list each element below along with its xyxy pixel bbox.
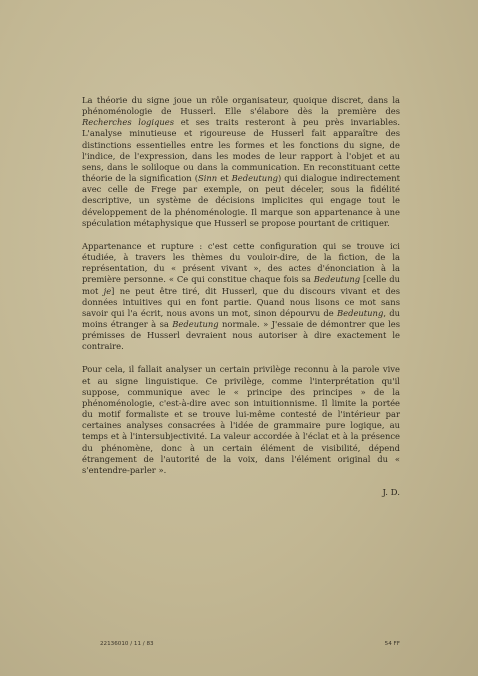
text-run: et (217, 173, 232, 184)
italic-run: je (103, 285, 112, 296)
text-run: ] ne peut être tiré, dit Husserl, que du discours vivant et des données intuitives qui en font partie. Quand nous lisons ce mot sans savoir qui l'a écrit, nous avons un mot, sinon dépourvu de (82, 285, 400, 318)
isbn-code: 22136010 / 11 / 83 (100, 641, 154, 647)
author-initials: J. D. (382, 488, 400, 498)
paragraph-1 (82, 95, 400, 229)
text-run: Pour cela, il fallait analyser un certain privilège reconnu à la parole vive et au signe linguistique. Ce privilège, comme l'interprétation qu'il suppose, communique avec le « principe des principes » de la phénoménologie, c'est-à-dire avec son intuitionnisme. Il limite la portée du motif formaliste et se trouve lui-même contesté de l'intérieur par certaines analyses consacrées à l'idée de grammaire pure logique, au temps et à l'intersubjectivité. La valeur accordée à l'éclat et à la présence du phénomène, donc à un certain élément de visibilité, dépend étrangement de l'autorité de la voix, dans l'élément original du « s'entendre-parler ». (82, 364, 400, 475)
text-run: [celle du mot (82, 274, 400, 296)
text-run: ) qui dialogue indirectement avec celle de Frege par exemple, on peut déceler, sous la fidélité descriptive, un système de décisions implicites qui engage tout le développement de la phénoménologie. Il marque son appartenance à une spéculation métaphysique que Husserl se propose pourtant de critiquer. (82, 173, 400, 228)
price-label: 54 FF (384, 641, 400, 647)
italic-run: Bedeutung (231, 173, 278, 184)
text-run: La théorie du signe joue un rôle organisateur, quoique discret, dans la phénoménologie de Husserl. Elle s'élabore dès la première des (82, 95, 400, 117)
blurb-text (82, 95, 400, 499)
paragraph-2 (82, 241, 400, 353)
paragraph-3 (82, 364, 400, 476)
text-run: Appartenance et rupture : c'est cette configuration qui se trouve ici étudiée, à travers les thèmes du vouloir-dire, de la fiction, de la représentation, du « présent vivant », des actes d'énonciation à la première personne. « Ce qui constitue chaque fois sa (82, 240, 400, 285)
text-run: normale. » J'essaie de démontrer que les prémisses de Husserl devraient nous autoriser à dire exactement le contraire. (82, 318, 400, 352)
italic-run: Bedeutung (336, 307, 384, 318)
italic-run: Recherches logiques (82, 117, 175, 128)
text-run: , du moins étranger à sa (82, 307, 400, 329)
text-run: et ses traits resteront à peu près invariables. L'analyse minutieuse et rigoureuse de Husserl fait apparaître des distinctions essentielles entre les formes et les fonctions du signe, de l'indice, de l'expression, dans les modes de leur rapport à l'objet et au sens, dans le soliloque ou dans la communication. En reconstituant cette théorie de la signification ( (82, 117, 401, 184)
italic-run: Bedeutung (172, 318, 219, 329)
italic-run: Bedeutung (313, 274, 361, 285)
italic-run: Sinn (197, 173, 218, 184)
